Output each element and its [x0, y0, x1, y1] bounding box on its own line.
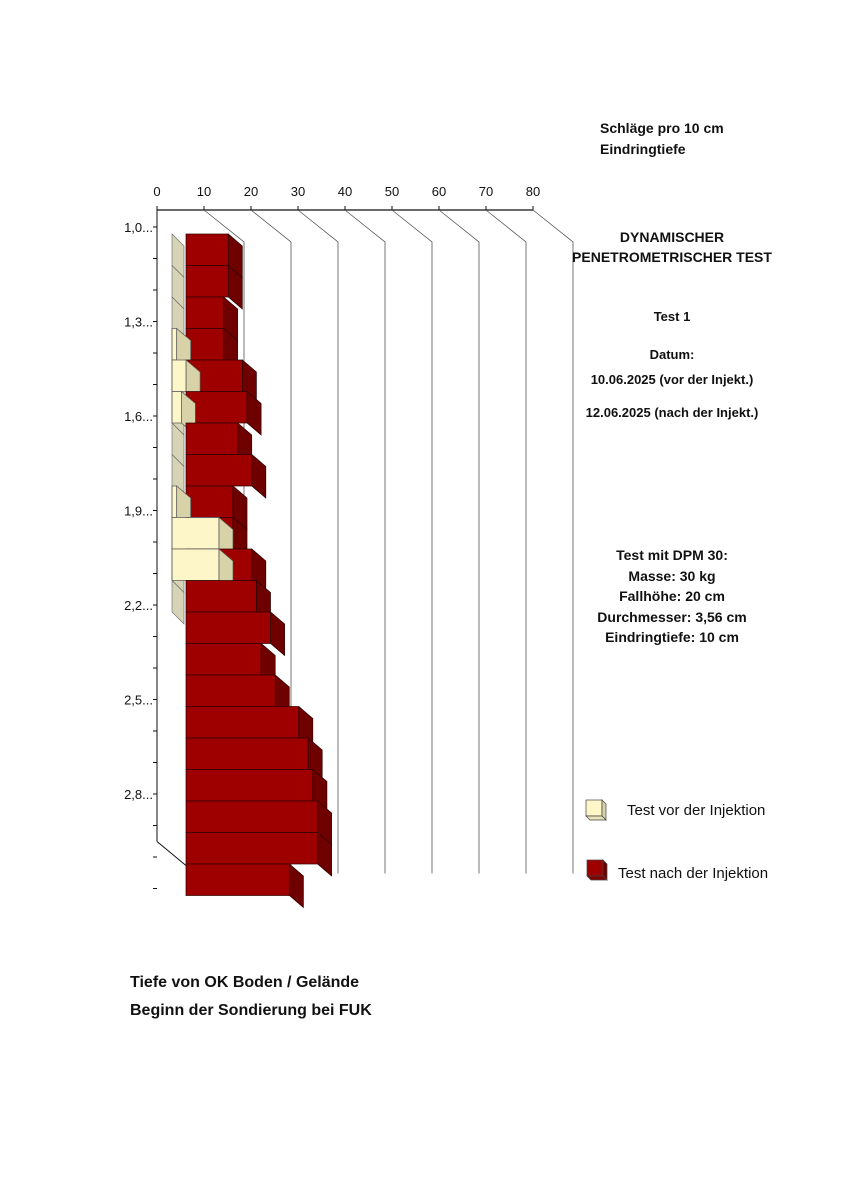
bar-after-5-side	[247, 392, 261, 436]
dpm-masse: Masse: 30 kg	[628, 568, 716, 584]
bar-after-11	[186, 581, 257, 613]
gridline-60	[439, 210, 479, 874]
info-date-before: 10.06.2025 (vor der Injekt.)	[590, 372, 754, 387]
bar-after-0	[186, 234, 228, 266]
bar-before-3	[172, 329, 177, 361]
legend-swatch-before-bottom	[586, 816, 606, 820]
y-tick-label: 1,3...	[124, 314, 153, 330]
x-tick-label-70: 70	[478, 184, 494, 199]
x-tick-label-20: 20	[243, 184, 259, 199]
y-tick-label: 2,5...	[124, 692, 153, 708]
footer-line-1: Tiefe von OK Boden / Gelände	[130, 974, 360, 991]
bar-after-20-side	[289, 864, 303, 908]
bar-after-20	[186, 864, 289, 896]
legend-swatch-after-bottom	[587, 876, 607, 880]
bar-after-8	[186, 486, 233, 518]
header-line-1: Schläge pro 10 cm	[600, 120, 724, 136]
info-test: Test 1	[653, 309, 691, 324]
info-date-after: 12.06.2025 (nach der Injekt.)	[585, 405, 759, 420]
gridline-50	[392, 210, 432, 874]
bar-after-3	[186, 329, 224, 361]
bar-after-15	[186, 707, 299, 739]
bar-after-1	[186, 266, 228, 298]
dpm-title: Test mit DPM 30:	[616, 547, 728, 563]
y-tick-label: 1,6...	[124, 409, 153, 424]
y-tick-label: 2,8...	[124, 787, 153, 802]
bar-after-16	[186, 738, 308, 770]
gridline-70	[486, 210, 526, 874]
bar-after-17	[186, 770, 313, 802]
bar-before-5	[172, 392, 181, 424]
dpm-fallhoehe: Fallhöhe: 20 cm	[619, 588, 725, 604]
y-tick-label: 2,2...	[124, 598, 153, 613]
info-title-2: PENETROMETRISCHER TEST	[572, 249, 772, 265]
header-line-2: Eindringtiefe	[600, 141, 686, 157]
y-tick-label: 1,0...	[124, 220, 153, 235]
bar-before-9	[172, 518, 219, 550]
x-tick-label-10: 10	[196, 184, 212, 199]
bar-after-12-side	[271, 612, 285, 656]
legend-swatch-before	[586, 800, 602, 816]
x-tick-label-80: 80	[525, 184, 541, 199]
x-tick-label-60: 60	[431, 184, 447, 199]
legend-label-after: Test nach der Injektion	[618, 865, 769, 882]
bar-after-7	[186, 455, 252, 487]
bar-after-12	[186, 612, 271, 644]
dpm-eindringtiefe: Eindringtiefe: 10 cm	[605, 629, 739, 645]
x-tick-label-40: 40	[337, 184, 353, 199]
y-tick-label: 1,9...	[124, 503, 153, 519]
bar-after-19	[186, 833, 318, 865]
bar-after-13	[186, 644, 261, 676]
legend-swatch-after	[587, 860, 603, 876]
gridline-80	[533, 210, 573, 874]
x-tick-label-30: 30	[290, 184, 306, 199]
gridline-40	[345, 210, 385, 874]
x-tick-label-50: 50	[384, 184, 400, 199]
legend-label-before: Test vor der Injektion	[627, 802, 766, 819]
bar-after-18	[186, 801, 318, 833]
bar-before-4	[172, 360, 186, 392]
bar-after-6	[186, 423, 238, 455]
x-tick-label-0: 0	[153, 184, 161, 199]
bar-after-7-side	[252, 455, 266, 499]
dpm-durchmesser: Durchmesser: 3,56 cm	[597, 609, 747, 625]
bar-after-14	[186, 675, 275, 707]
bar-before-10	[172, 549, 219, 581]
bar-after-2	[186, 297, 224, 329]
bar-before-8	[172, 486, 177, 518]
info-datum-label: Datum:	[649, 347, 695, 362]
info-title-1: DYNAMISCHER	[619, 229, 725, 245]
footer-line-2: Beginn der Sondierung bei FUK	[130, 1002, 372, 1019]
